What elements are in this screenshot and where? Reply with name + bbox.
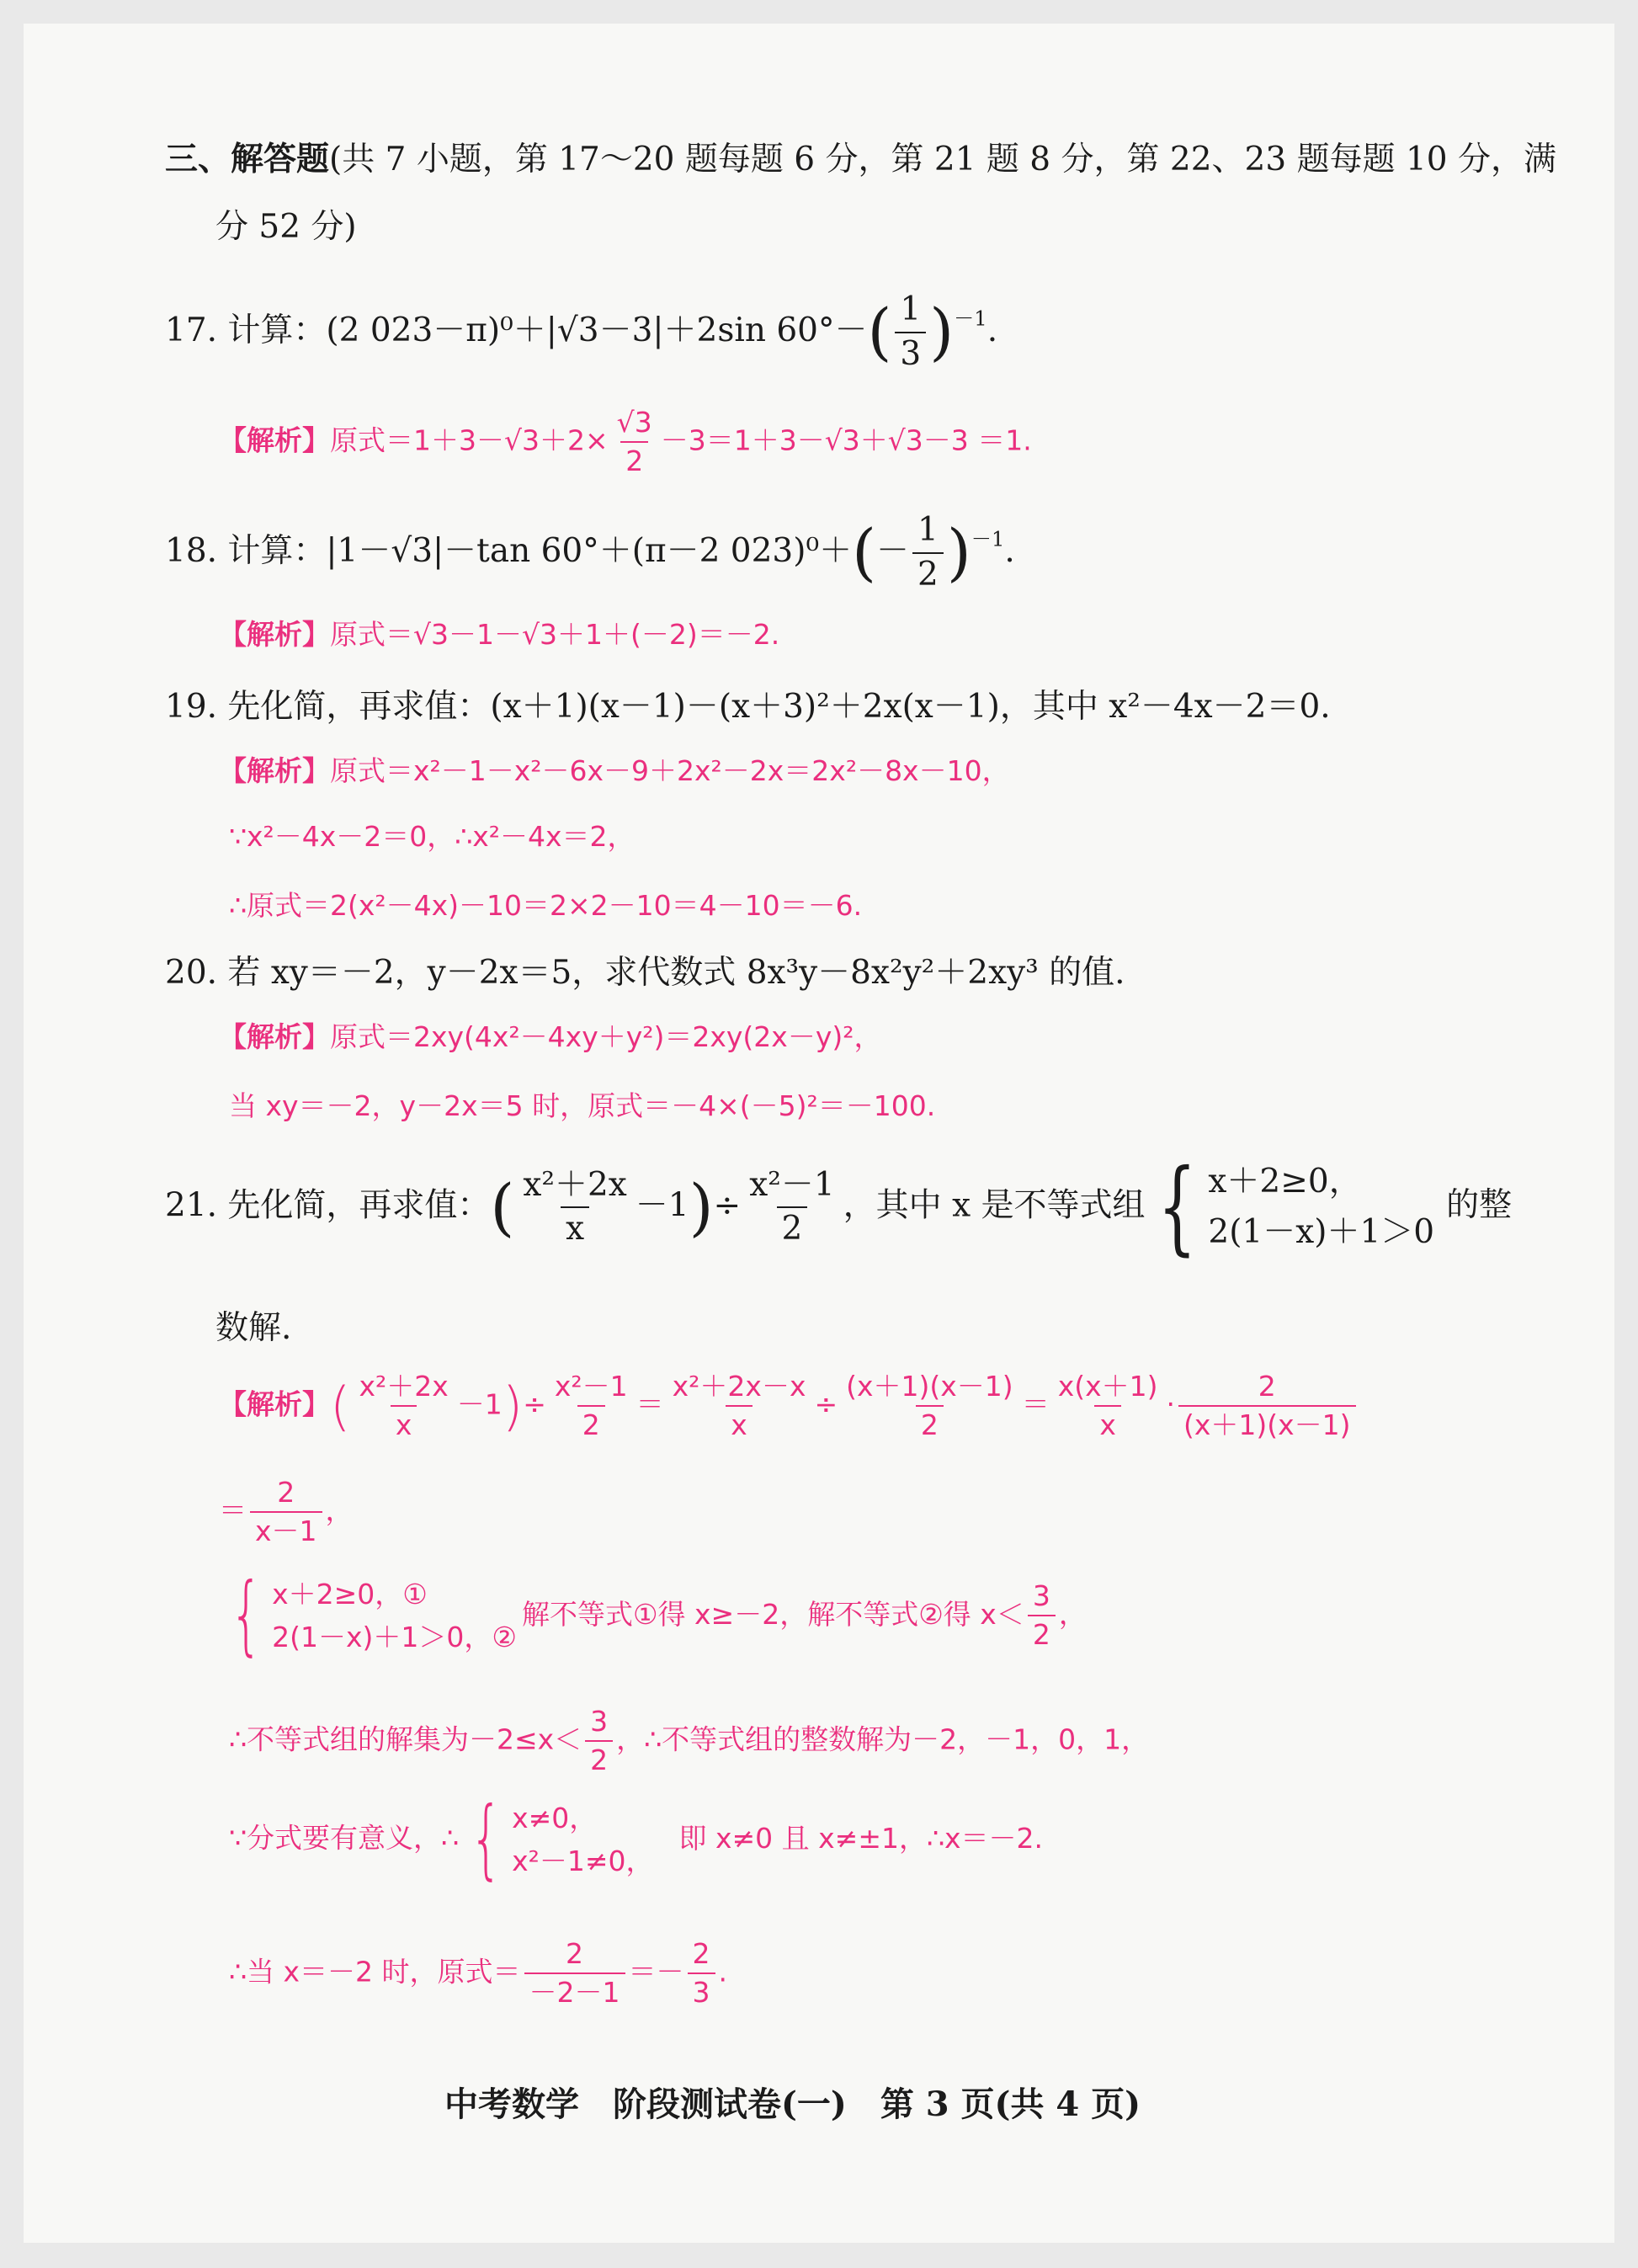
q20-solution-1: 【解析】原式＝2xy(4x²－4xy＋y²)＝2xy(2x－y)²， bbox=[219, 1020, 882, 1053]
q17-solution: 【解析】原式＝1＋3－√3＋2× $\frac{√3}{2}$ －3＝1＋3－√3＋√3－3 ＝1. bbox=[219, 406, 1032, 477]
q21-solution-4: ∴不等式组的解集为－2≤x＜ $\frac{3}{2}$ ，∴不等式组的整数解为－2，－1，0，1， bbox=[229, 1705, 1150, 1776]
section-header bbox=[165, 133, 1556, 180]
q17-fraction: $\frac{1}{3}$ bbox=[895, 291, 926, 374]
section-note: (共 7 小题，第 17～20 题每题 6 分，第 21 题 8 分，第 22、23 题每题 10 分，满 bbox=[329, 141, 1556, 178]
question-19: 19. 先化简，再求值：(x＋1)(x－1)－(x＋3)²＋2x(x－1)，其中 x²－4x－2＝0. bbox=[165, 688, 1331, 726]
q18-exponent: －1 bbox=[971, 527, 1005, 551]
question-21: 21. 先化简，再求值：( $\frac{\text{x²＋2x}}{x}$ －1)÷ $\frac{\text{x²－1}}{2}$ ，其中 x 是不等式组 { x＋2≥0， 2(1－x)＋1＞0 的整 bbox=[165, 1147, 1513, 1266]
q21-solution-3: { x＋2≥0，① 2(1－x)＋1＞0，② 解不等式①得 x≥－2，解不等式②得 x＜ $\frac{3}{2}$ ， bbox=[219, 1573, 1087, 1658]
q21-solution-5: ∵分式要有意义，∴ { x≠0， x²－1≠0， 即 x≠0 且 x≠±1，∴x＝－2. bbox=[229, 1789, 1043, 1889]
q17-text: 17. 计算：(2 023－π)⁰＋|√3－3|＋2sin 60°－ bbox=[165, 311, 868, 349]
q21-fraction-2: $\frac{\text{x²－1}}{2}$ bbox=[749, 1165, 835, 1248]
page-footer: 中考数学 阶段测试卷(一) 第 3 页(共 4 页) bbox=[444, 2084, 1141, 2124]
q21-fraction-1: $\frac{\text{x²＋2x}}{x}$ bbox=[523, 1165, 627, 1248]
q18-fraction: $\frac{1}{2}$ bbox=[912, 512, 944, 594]
question-18: 18. 计算：|1－√3|－tan 60°＋(π－2 023)⁰＋(－ $\frac{1}{2}$ )$^{-1}$. bbox=[165, 511, 1015, 594]
q18-text: 18. 计算：|1－√3|－tan 60°＋(π－2 023)⁰＋ bbox=[165, 531, 853, 570]
question-20: 20. 若 xy＝－2，y－2x＝5，求代数式 8x³y－8x²y²＋2xy³ 的值. bbox=[165, 954, 1125, 992]
q21-text: 21. 先化简，再求值： bbox=[165, 1186, 491, 1225]
q19-solution-2: ∵x²－4x－2＝0，∴x²－4x＝2， bbox=[229, 820, 636, 853]
q18-solution: 【解析】原式＝√3－1－√3＋1＋(－2)＝－2. bbox=[219, 618, 780, 651]
q21-solution-6: ∴当 x＝－2 时，原式＝ $\frac{2}{-2-1}$ ＝－ $\frac{2}{3}$ . bbox=[229, 1937, 727, 2009]
section-note-cont: 分 52 分) bbox=[215, 208, 357, 246]
q21-text-cont: 数解. bbox=[215, 1309, 292, 1347]
q20-solution-2: 当 xy＝－2，y－2x＝5 时，原式＝－4×(－5)²＝－100. bbox=[229, 1089, 936, 1122]
q19-solution-1: 【解析】原式＝x²－1－x²－6x－9＋2x²－2x＝2x²－8x－10， bbox=[219, 754, 1010, 787]
q21-inequality-system: { x＋2≥0， 2(1－x)＋1＞0 bbox=[1157, 1147, 1435, 1266]
analysis-tag: 【解析】 bbox=[219, 423, 330, 457]
q17-exponent: －1 bbox=[954, 306, 987, 331]
section-title: 三、解答题 bbox=[165, 140, 330, 178]
q21-solution-2: ＝ $\frac{2}{x-1}$ ， bbox=[219, 1476, 354, 1547]
q19-solution-3: ∴原式＝2(x²－4x)－10＝2×2－10＝4－10＝－6. bbox=[229, 889, 863, 922]
question-17: 17. 计算：(2 023－π)⁰＋|√3－3|＋2sin 60°－( $\frac{1}{3}$ )$^{-1}$. bbox=[165, 290, 998, 373]
q21-sol-inequality-system: { x＋2≥0，① 2(1－x)＋1＞0，② bbox=[230, 1565, 517, 1665]
q21-solution-1: 【解析】( $\frac{\text{x²＋2x}}{x}$ －1)÷ $\frac{\text{x²－1}}{2}$ ＝ $\frac{\text{x²＋2x－x}}{x}$ ÷ $\frac{(x+1)(x-1)}{2}$ ＝ $\frac{x(x+1)}{x}$ · $\frac{2}{(x+1)(x-1)}$ bbox=[219, 1371, 1359, 1441]
exam-page bbox=[24, 24, 1614, 2243]
q17-sol-fraction: $\frac{√3}{2}$ bbox=[616, 406, 652, 477]
